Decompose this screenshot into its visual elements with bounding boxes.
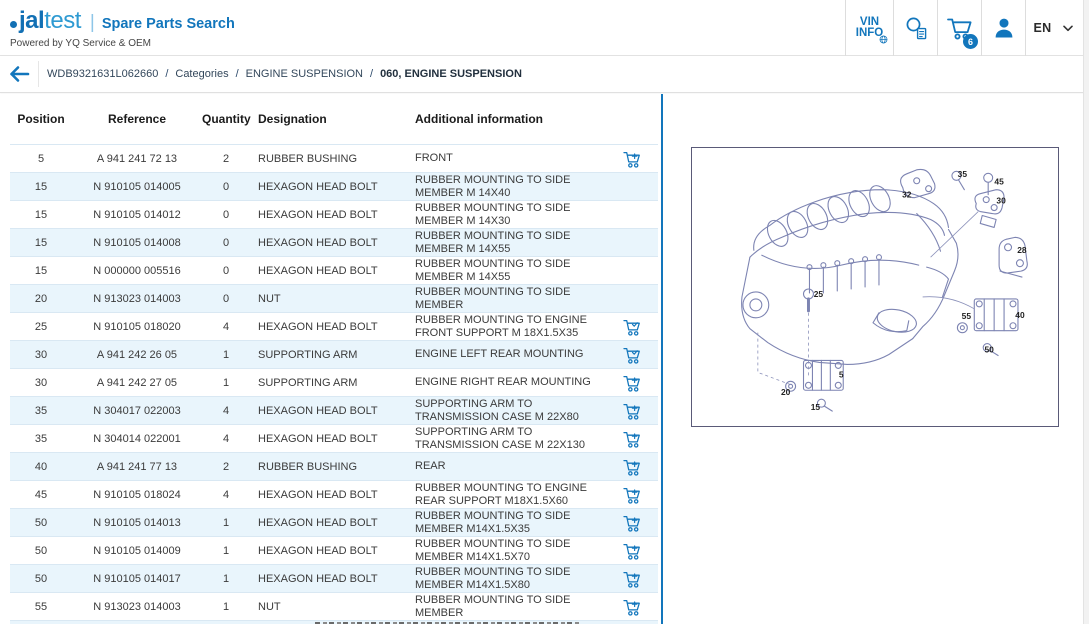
table-row[interactable]: [10, 340, 658, 368]
diagram-callout: 30: [996, 195, 1006, 206]
diagram-callout: 45: [994, 176, 1004, 187]
cell-designation: NUT: [258, 600, 281, 613]
cell-quantity: 1: [222, 376, 230, 389]
cell-reference: N 910105 014005: [93, 180, 181, 193]
logo-brand-bold: jal: [19, 7, 45, 34]
top-bar: [0, 0, 1089, 56]
cell-additional-information: RUBBER MOUNTING TO SIDE MEMBER M 14X30: [415, 202, 571, 227]
cell-designation: RUBBER BUSHING: [258, 152, 358, 165]
breadcrumb: [39, 56, 522, 92]
cell-additional-information: RUBBER MOUNTING TO SIDE MEMBER M14X1.5X70: [415, 538, 571, 563]
table-row[interactable]: [10, 452, 658, 480]
add-to-cart-button[interactable]: [622, 513, 642, 533]
cell-reference: N 913023 014003: [93, 292, 181, 305]
header-additional-information: Additional information: [415, 112, 543, 126]
cell-position: 15: [34, 180, 48, 193]
cell-additional-information: RUBBER MOUNTING TO SIDE MEMBER M 14X55: [415, 258, 571, 283]
diagram-callout: 40: [1015, 309, 1025, 320]
cell-designation: HEXAGON HEAD BOLT: [258, 516, 378, 529]
add-to-cart-button[interactable]: [622, 485, 642, 505]
cell-position: 40: [34, 460, 48, 473]
table-row[interactable]: [10, 200, 658, 228]
cell-position: 35: [34, 432, 48, 445]
top-actions: [845, 0, 1081, 56]
add-to-cart-button[interactable]: [622, 429, 642, 449]
diagram-callout: 20: [780, 387, 791, 398]
cell-position: 15: [34, 208, 48, 221]
diagram-panel: [663, 94, 1083, 624]
cell-quantity: 2: [222, 152, 230, 165]
engine-diagram: [691, 147, 1059, 427]
cell-additional-information: RUBBER MOUNTING TO ENGINE REAR SUPPORT M18X1.5X60: [415, 482, 587, 507]
cell-quantity: 0: [222, 180, 230, 193]
breadcrumb-item[interactable]: ENGINE SUSPENSION: [245, 68, 363, 80]
cell-reference: N 910105 018024: [93, 488, 181, 501]
parts-search-button[interactable]: [893, 0, 937, 56]
chevron-down-icon: [1063, 25, 1073, 32]
cell-quantity: 0: [222, 208, 230, 221]
cell-reference: N 910105 014008: [93, 236, 181, 249]
header-designation: Designation: [258, 112, 327, 126]
vin-info-button[interactable]: [845, 0, 893, 56]
search-document-icon: [903, 15, 929, 41]
table-row[interactable]: [10, 396, 658, 424]
table-row[interactable]: [10, 172, 658, 200]
cell-additional-information: RUBBER MOUNTING TO SIDE MEMBER M14X1.5X35: [415, 510, 571, 535]
breadcrumb-separator: /: [370, 68, 374, 80]
cell-position: 30: [34, 376, 48, 389]
table-row[interactable]: [10, 144, 658, 172]
cell-quantity: 1: [222, 600, 230, 613]
diagram-callout: 50: [984, 344, 994, 355]
cell-position: 50: [34, 572, 48, 585]
cell-quantity: 0: [222, 264, 230, 277]
language-label: EN: [1033, 21, 1052, 35]
breadcrumb-separator: /: [235, 68, 239, 80]
logo-pipe: |: [89, 12, 95, 33]
cell-additional-information: RUBBER MOUNTING TO SIDE MEMBER: [415, 594, 571, 619]
cart-count-badge: 6: [963, 34, 978, 49]
parts-table-header: [10, 94, 658, 144]
table-row[interactable]: [10, 536, 658, 564]
table-row[interactable]: [10, 368, 658, 396]
table-row[interactable]: [10, 508, 658, 536]
diagram-callout: 35: [957, 168, 968, 179]
cell-designation: SUPPORTING ARM: [258, 376, 358, 389]
back-button[interactable]: [0, 56, 38, 92]
cell-reference: A 941 241 77 13: [96, 460, 178, 473]
cell-reference: N 910105 018020: [93, 320, 181, 333]
header-position: Position: [17, 112, 65, 126]
cell-reference: N 000000 005516: [93, 264, 181, 277]
cell-designation: RUBBER BUSHING: [258, 460, 358, 473]
cell-additional-information: RUBBER MOUNTING TO SIDE MEMBER M14X1.5X80: [415, 566, 571, 591]
cell-quantity: 4: [222, 320, 230, 333]
cell-additional-information: RUBBER MOUNTING TO SIDE MEMBER M 14X40: [415, 174, 571, 199]
breadcrumb-separator: /: [165, 68, 169, 80]
back-arrow-icon: [6, 61, 32, 87]
cell-additional-information: ENGINE RIGHT REAR MOUNTING: [415, 376, 591, 389]
cell-quantity: 4: [222, 488, 230, 501]
add-to-cart-button[interactable]: [622, 149, 642, 169]
diagram-callout: 25: [813, 288, 824, 299]
vin-info-line2: INFO: [855, 27, 884, 39]
cell-designation: HEXAGON HEAD BOLT: [258, 404, 378, 417]
user-account-button[interactable]: [981, 0, 1025, 56]
cell-additional-information: FRONT: [415, 152, 453, 165]
cell-reference: N 910105 014009: [93, 544, 181, 557]
cart-button[interactable]: [937, 0, 981, 56]
cell-reference: A 941 242 26 05: [96, 348, 178, 361]
cell-designation: HEXAGON HEAD BOLT: [258, 236, 378, 249]
cell-quantity: 2: [222, 460, 230, 473]
cell-additional-information: RUBBER MOUNTING TO SIDE MEMBER: [415, 286, 571, 311]
cell-designation: HEXAGON HEAD BOLT: [258, 180, 378, 193]
add-to-cart-button[interactable]: [622, 373, 642, 393]
add-to-cart-button[interactable]: [622, 541, 642, 561]
table-row[interactable]: [10, 256, 658, 284]
cell-designation: HEXAGON HEAD BOLT: [258, 264, 378, 277]
cell-quantity: 0: [222, 292, 230, 305]
cell-position: 50: [34, 516, 48, 529]
cell-additional-information: RUBBER MOUNTING TO SIDE MEMBER M 14X55: [415, 230, 571, 255]
diagram-callout: 32: [902, 189, 912, 200]
cell-additional-information: RUBBER MOUNTING TO ENGINE FRONT SUPPORT M 18X1.5X35: [415, 314, 587, 339]
globe-icon: [879, 35, 888, 44]
add-to-cart-button[interactable]: [622, 569, 642, 589]
add-to-cart-button[interactable]: [622, 317, 642, 337]
cell-quantity: 1: [222, 516, 230, 529]
table-row[interactable]: [10, 480, 658, 508]
cell-designation: SUPPORTING ARM: [258, 348, 358, 361]
add-to-cart-button[interactable]: [622, 457, 642, 477]
cell-position: 15: [34, 264, 48, 277]
vin-info-line1: VIN: [859, 16, 880, 28]
cell-reference: A 941 242 27 05: [96, 376, 178, 389]
cell-reference: N 913023 014003: [93, 600, 181, 613]
breadcrumb-item: 060, ENGINE SUSPENSION: [380, 68, 522, 80]
language-selector[interactable]: [1025, 0, 1081, 56]
diagram-callout: 55: [961, 310, 972, 321]
cell-quantity: 4: [222, 432, 230, 445]
cell-reference: N 304017 022003: [93, 404, 181, 417]
cell-position: 50: [34, 544, 48, 557]
cell-position: 25: [34, 320, 48, 333]
cell-quantity: 1: [222, 572, 230, 585]
breadcrumb-item[interactable]: WDB9321631L062660: [47, 68, 159, 80]
cell-quantity: 1: [222, 348, 230, 361]
cell-position: 20: [34, 292, 48, 305]
diagram-callout: 28: [1017, 245, 1027, 256]
cell-reference: N 910105 014012: [93, 208, 181, 221]
parts-table: [10, 94, 658, 624]
cell-reference: N 304014 022001: [93, 432, 181, 445]
user-icon: [992, 16, 1016, 40]
cell-designation: HEXAGON HEAD BOLT: [258, 572, 378, 585]
table-row[interactable]: [10, 228, 658, 256]
add-to-cart-button[interactable]: [622, 597, 642, 617]
cell-quantity: 1: [222, 544, 230, 557]
cell-position: 15: [34, 236, 48, 249]
cell-position: 35: [34, 404, 48, 417]
add-to-cart-button[interactable]: [622, 345, 642, 365]
parts-table-body: [10, 144, 658, 620]
cell-position: 5: [37, 152, 45, 165]
breadcrumb-bar: [0, 56, 1089, 93]
breadcrumb-item[interactable]: Categories: [175, 68, 229, 80]
table-row-partial: [10, 620, 658, 624]
logo-tagline: Powered by YQ Service & OEM: [10, 38, 151, 49]
cell-position: 30: [34, 348, 48, 361]
table-row[interactable]: [10, 312, 658, 340]
main-content: [0, 94, 1089, 624]
diagram-callout: 5: [838, 369, 844, 380]
app-logo: [0, 0, 235, 55]
logo-product-name: Spare Parts Search: [101, 16, 235, 32]
engine-diagram-svg: [692, 148, 1058, 426]
cell-designation: HEXAGON HEAD BOLT: [258, 208, 378, 221]
cell-designation: HEXAGON HEAD BOLT: [258, 488, 378, 501]
cell-reference: N 910105 014017: [93, 572, 181, 585]
add-to-cart-button[interactable]: [622, 401, 642, 421]
logo-dot-icon: [10, 21, 17, 28]
cell-quantity: 0: [222, 236, 230, 249]
cell-reference: A 941 241 72 13: [96, 152, 178, 165]
cell-additional-information: ENGINE LEFT REAR MOUNTING: [415, 348, 584, 361]
cell-position: 55: [34, 600, 48, 613]
table-row[interactable]: [10, 564, 658, 592]
cell-reference: N 910105 014013: [93, 516, 181, 529]
scrollbar[interactable]: [1083, 0, 1089, 624]
cell-designation: HEXAGON HEAD BOLT: [258, 544, 378, 557]
table-row[interactable]: [10, 424, 658, 452]
cell-additional-information: SUPPORTING ARM TO TRANSMISSION CASE M 22X80: [415, 398, 579, 423]
logo-brand-light: test: [44, 7, 81, 34]
cell-quantity: 4: [222, 404, 230, 417]
cell-additional-information: REAR: [415, 460, 446, 473]
header-quantity: Quantity: [202, 112, 251, 126]
cell-designation: NUT: [258, 292, 281, 305]
table-row[interactable]: [10, 592, 658, 620]
diagram-callout: 15: [810, 402, 821, 413]
header-reference: Reference: [107, 112, 167, 126]
cell-position: 45: [34, 488, 48, 501]
cell-additional-information: SUPPORTING ARM TO TRANSMISSION CASE M 22X130: [415, 426, 585, 451]
table-row[interactable]: [10, 284, 658, 312]
cell-designation: HEXAGON HEAD BOLT: [258, 320, 378, 333]
cell-designation: HEXAGON HEAD BOLT: [258, 432, 378, 445]
